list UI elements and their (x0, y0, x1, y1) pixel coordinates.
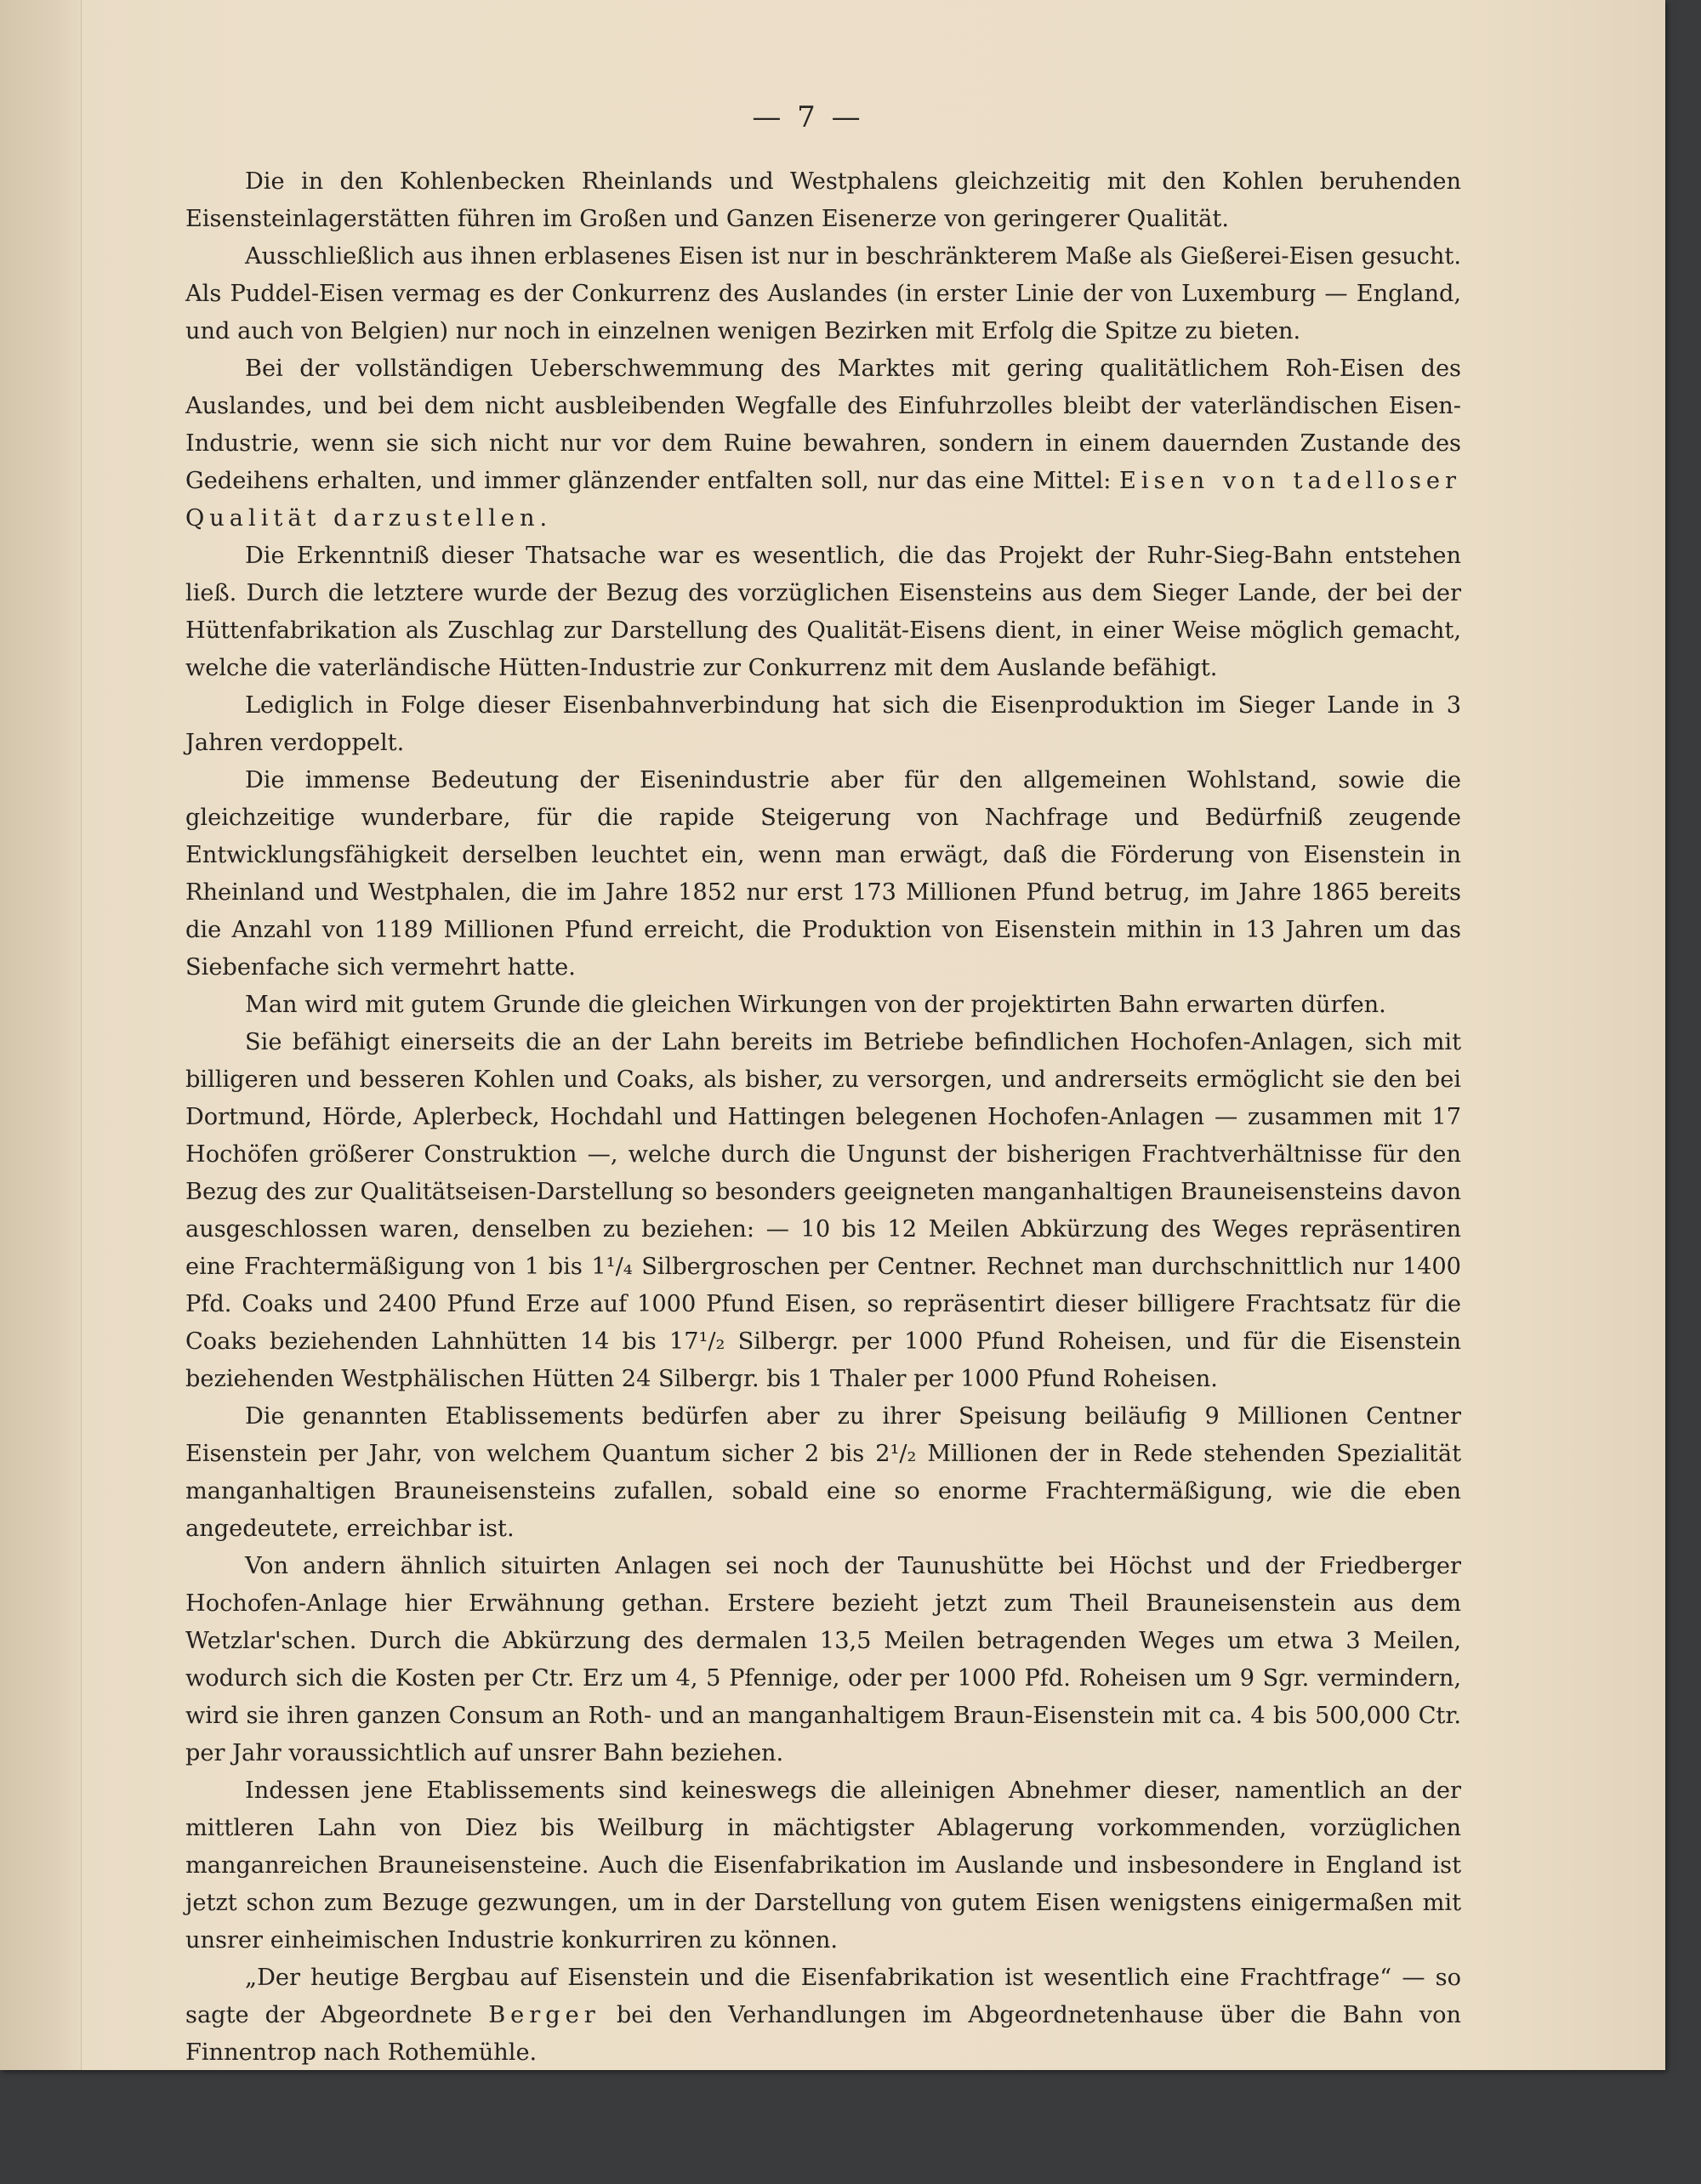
speaker-name-spaced: Berger (488, 2002, 600, 2028)
paragraph-12-text: „Der heutige Bergbau auf Eisenstein und die Eisenfabrikation ist wesentlich eine Frachtfrage“ — so sagte der Abgeordnete (185, 1965, 1461, 2028)
paragraph-8: Sie befähigt einerseits die an der Lahn bereits im Betriebe befindlichen Hochofen-Anlagen, sich mit billigeren und besseren Kohlen und Coaks, als bisher, zu versorgen, und andrerseits ermöglicht sie den bei Dortmund, Hörde, Aplerbeck, Hochdahl und Hattingen belegenen Hochofen-Anlagen — zusammen mit 17 Hochöfen größerer Construktion —, welche durch die Ungunst der bisherigen Frachtverhältnisse für den Bezug des zur Qualitätseisen-Darstellung so besonders geeigneten manganhaltigen Brauneisensteins davon ausgeschlossen waren, denselben zu beziehen: — 10 bis 12 Meilen Abkürzung des Weges repräsentiren eine Frachtermäßigung von 1 bis 1¹/₄ Silbergroschen per Centner. Rechnet man durchschnittlich nur 1400 Pfd. Coaks und 2400 Pfund Erze auf 1000 Pfund Eisen, so repräsentirt dieser billigere Frachtsatz für die Coaks beziehenden Lahnhütten 14 bis 17¹/₂ Silbergr. per 1000 Pfund Roheisen, und für die Eisenstein beziehenden Westphälischen Hütten 24 Silbergr. bis 1 Thaler per 1000 Pfund Roheisen. (185, 1029, 1461, 1392)
emphasis-spaced-text: Eisen von tadelloser Qualität darzustellen (185, 468, 1461, 532)
body-text (185, 163, 1461, 2072)
paragraph-12-end: bei den Verhandlungen im Abgeordnetenhause über die Bahn von Finnentrop nach Rothemühle. (185, 2002, 1461, 2066)
paragraph-9: Die genannten Etablissements bedürfen aber zu ihrer Speisung beiläufig 9 Millionen Centner Eisenstein per Jahr, von welchem Quantum sicher 2 bis 2¹/₂ Millionen der in Rede stehenden Spezialität manganhaltigen Brauneisensteins zufallen, sobald eine so enorme Frachtermäßigung, wie die eben angedeutete, erreichbar ist. (185, 1403, 1461, 1542)
page-number: — 7 — (752, 100, 864, 134)
paragraph-3 (185, 350, 1461, 537)
paragraph-4: Die Erkenntniß dieser Thatsache war es wesentlich, die das Projekt der Ruhr-Sieg-Bahn entstehen ließ. Durch die letztere wurde der Bezug des vorzüglichen Eisensteins aus dem Sieger Lande, der bei der Hüttenfabrikation als Zuschlag zur Darstellung des Qualität-Eisens dient, in einer Weise möglich gemacht, welche die vaterländische Hütten-Industrie zur Conkurrenz mit dem Auslande befähigt. (185, 543, 1461, 681)
paragraph-2: Ausschließlich aus ihnen erblasenes Eisen ist nur in beschränkterem Maße als Gießerei-Eisen gesucht. Als Puddel-Eisen vermag es der Conkurrenz des Auslandes (in erster Linie der von Luxemburg — England, und auch von Belgien) nur noch in einzelnen wenigen Bezirken mit Erfolg die Spitze zu bieten. (185, 243, 1461, 344)
paragraph-11: Indessen jene Etablissements sind keineswegs die alleinigen Abnehmer dieser, namentlich an der mittleren Lahn von Diez bis Weilburg in mächtigster Ablagerung vorkommenden, vorzüglichen manganreichen Brauneisensteine. Auch die Eisenfabrikation im Auslande und insbesondere in England ist jetzt schon zum Bezuge gezwungen, um in der Darstellung von gutem Eisen wenigstens einigermaßen mit unsrer einheimischen Industrie konkurriren zu können. (185, 1777, 1461, 1954)
paragraph-3-end: . (539, 505, 548, 532)
paragraph-10: Von andern ähnlich situirten Anlagen sei noch der Taunushütte bei Höchst und der Friedberger Hochofen-Anlage hier Erwähnung gethan. Erstere bezieht jetzt zum Theil Brauneisenstein aus dem Wetzlar'schen. Durch die Abkürzung des dermalen 13,5 Meilen betragenden Weges um etwa 3 Meilen, wodurch sich die Kosten per Ctr. Erz um 4, 5 Pfennige, oder per 1000 Pfd. Roheisen um 9 Sgr. vermindern, wird sie ihren ganzen Consum an Roth- und an manganhaltigem Braun-Eisenstein mit ca. 4 bis 500,000 Ctr. per Jahr voraussichtlich auf unsrer Bahn beziehen. (185, 1553, 1461, 1766)
paragraph-5: Lediglich in Folge dieser Eisenbahnverbindung hat sich die Eisenproduktion im Sieger Lande in 3 Jahren verdoppelt. (185, 692, 1461, 756)
paragraph-3-text: Bei der vollständigen Ueberschwemmung des Marktes mit gering qualitätlichem Roh-Eisen des Auslandes, und bei dem nicht ausbleibenden Wegfalle des Einfuhrzolles bleibt der vaterländischen Eisen-Industrie, wenn sie sich nicht nur vor dem Ruine bewahren, sondern in einem dauernden Zustande des Gedeihens erhalten, und immer glänzender entfalten soll, nur das eine Mittel: (185, 355, 1461, 494)
page-gutter (0, 0, 82, 2070)
paragraph-7: Man wird mit gutem Grunde die gleichen Wirkungen von der projektirten Bahn erwarten dürfen. (245, 992, 1386, 1018)
paragraph-12 (185, 1959, 1461, 2072)
paragraph-6: Die immense Bedeutung der Eisenindustrie aber für den allgemeinen Wohlstand, sowie die gleichzeitige wunderbare, für die rapide Steigerung von Nachfrage und Bedürfniß zeugende Entwicklungsfähigkeit derselben leuchtet ein, wenn man erwägt, daß die Förderung von Eisenstein in Rheinland und Westphalen, die im Jahre 1852 nur erst 173 Millionen Pfund betrug, im Jahre 1865 bereits die Anzahl von 1189 Millionen Pfund erreicht, die Produktion von Eisenstein mithin in 13 Jahren um das Siebenfache sich vermehrt hatte. (185, 767, 1461, 981)
paragraph-1: Die in den Kohlenbecken Rheinlands und Westphalens gleichzeitig mit den Kohlen beruhenden Eisensteinlagerstätten führen im Großen und Ganzen Eisenerze von geringerer Qualität. (185, 168, 1461, 232)
